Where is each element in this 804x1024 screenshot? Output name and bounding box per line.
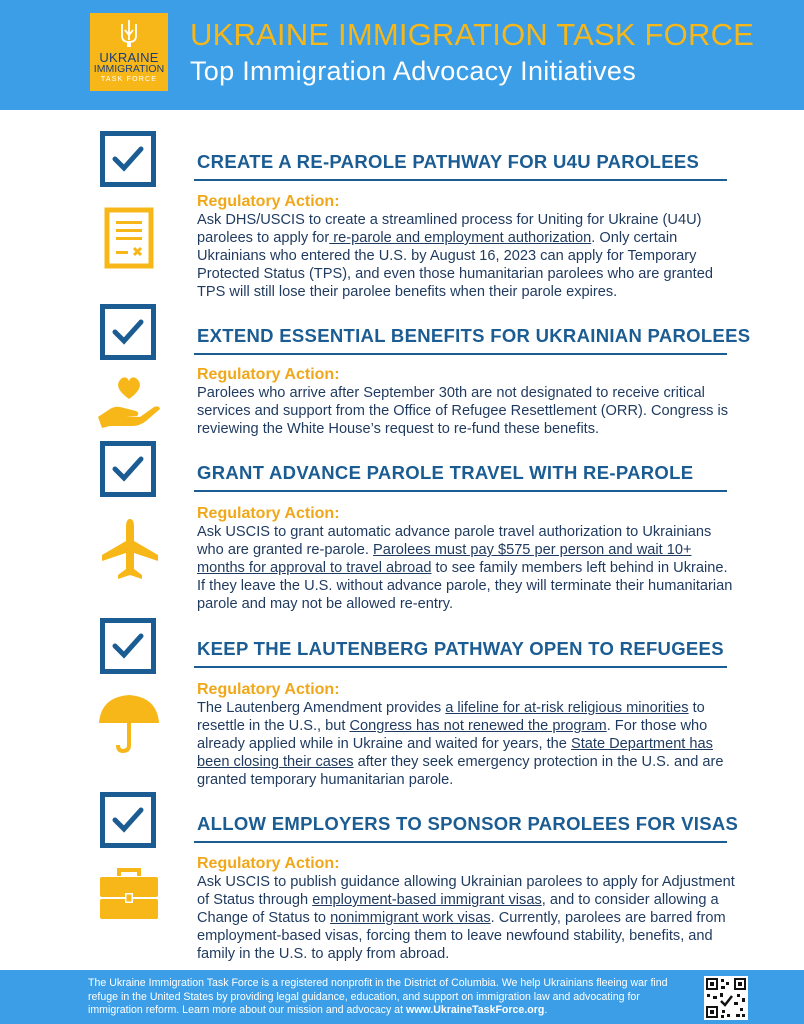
section-divider <box>194 490 727 492</box>
regulatory-action-label: Regulatory Action: <box>197 505 340 522</box>
footer-text <box>88 977 692 1018</box>
inline-link[interactable]: re-parole and employment authorization <box>329 230 592 246</box>
umbrella-icon <box>97 693 161 753</box>
trident-icon <box>118 18 140 48</box>
body-text: Ask DHS/USCIS to create a streamlined process for Uniting for Ukraine (U4U) parolees to apply for <box>197 212 702 246</box>
body-text: after they seek emergency protection in the U.S. and are granted temporary humanitarian parole. <box>197 754 724 788</box>
body-text: Ask USCIS to publish guidance allowing Ukrainian parolees to apply for Adjustment of Status through <box>197 874 735 908</box>
inline-link[interactable]: Congress has not renewed the program <box>349 718 607 734</box>
body-text: Parolees who arrive after September 30th are not designated to receive critical services and support from the Office of Refugee Resettlement (ORR). Congress is reviewing the White House’s request to re-fund these benefits. <box>197 385 729 437</box>
footer-description: The Ukraine Immigration Task Force is a registered nonprofit in the District of Columbia. We help Ukrainians fleeing war find refuge in the United States by providing legal guidance, education, and support on immigration law and advocating for immigration reform. Learn more about our mission and advocacy at <box>88 977 668 1016</box>
inline-link[interactable]: Parolees must pay $575 per person and wait 10+ months for approval to travel abroad <box>197 542 692 576</box>
checkbox-icon <box>100 618 156 674</box>
section-body <box>197 699 737 789</box>
qr-code-icon[interactable] <box>704 976 748 1020</box>
inline-link[interactable]: employment-based immigrant visas <box>312 892 542 908</box>
airplane-icon <box>100 517 160 581</box>
footer-website-link[interactable]: www.UkraineTaskForce.org <box>405 1004 545 1016</box>
body-text: The Lautenberg Amendment provides <box>197 700 446 716</box>
section-body <box>197 873 737 963</box>
header-banner <box>0 0 804 110</box>
checkbox-icon <box>100 441 156 497</box>
regulatory-action-label: Regulatory Action: <box>197 366 340 383</box>
section-body <box>197 523 737 613</box>
body-text: , and to consider allowing a Change of Status to <box>197 892 719 926</box>
section-divider <box>194 841 727 843</box>
body-text: to see family members left behind in Ukraine. If they leave the U.S. without advance parole, they will terminate their humanitarian parole and may not be allowed re-entry. <box>197 560 733 612</box>
heart-hand-icon <box>96 373 162 429</box>
inline-link[interactable]: a lifeline for at-risk religious minorities <box>445 700 689 716</box>
section-heading: KEEP THE LAUTENBERG PATHWAY OPEN TO REFUGEES <box>197 638 724 659</box>
section-heading: EXTEND ESSENTIAL BENEFITS FOR UKRAINIAN PAROLEES <box>197 325 751 346</box>
regulatory-action-label: Regulatory Action: <box>197 855 340 872</box>
section-body <box>197 211 737 301</box>
checkbox-icon <box>100 792 156 848</box>
logo-text-immigration: IMMIGRATION <box>93 63 165 75</box>
section-body <box>197 384 737 438</box>
checkbox-icon <box>100 304 156 360</box>
page-subtitle: Top Immigration Advocacy Initiatives <box>190 56 636 86</box>
body-text: Ask USCIS to grant automatic advance parole travel authorization to Ukrainians who are granted re-parole. <box>197 524 712 558</box>
footer-period: . <box>544 1004 548 1016</box>
document-icon <box>104 207 154 269</box>
checkbox-icon <box>100 131 156 187</box>
logo <box>90 13 168 91</box>
inline-link[interactable]: State Department has been closing their cases <box>197 736 713 770</box>
body-text: to resettle in the U.S., but <box>197 700 705 734</box>
body-text: . Only certain Ukrainians who entered the U.S. by August 16, 2023 can apply for Temporary Protected Status (TPS), and even those humanitarian parolees who are granted TPS will still lose their parolee benefits when their parole expires. <box>197 230 713 300</box>
footer <box>0 970 804 1024</box>
regulatory-action-label: Regulatory Action: <box>197 193 340 210</box>
logo-text-task-force: TASK FORCE <box>100 76 158 83</box>
briefcase-icon <box>99 866 159 920</box>
body-text: . For those who already applied while in Ukraine and waited for years, the <box>197 718 708 752</box>
inline-link[interactable]: nonimmigrant work visas <box>330 910 491 926</box>
logo-text-ukraine: UKRAINE <box>99 50 159 65</box>
section-divider <box>194 353 727 355</box>
regulatory-action-label: Regulatory Action: <box>197 681 340 698</box>
section-heading: ALLOW EMPLOYERS TO SPONSOR PAROLEES FOR VISAS <box>197 813 739 834</box>
page-title: UKRAINE IMMIGRATION TASK FORCE <box>190 17 755 52</box>
section-heading: GRANT ADVANCE PAROLE TRAVEL WITH RE-PAROLE <box>197 462 694 483</box>
section-heading: CREATE A RE-PAROLE PATHWAY FOR U4U PAROLEES <box>197 151 700 172</box>
body-text: . Currently, parolees are barred from employment-based visas, forcing them to leave newfound stability, benefits, and family in the U.S. to apply from abroad. <box>197 910 726 962</box>
section-divider <box>194 666 727 668</box>
section-divider <box>194 179 727 181</box>
